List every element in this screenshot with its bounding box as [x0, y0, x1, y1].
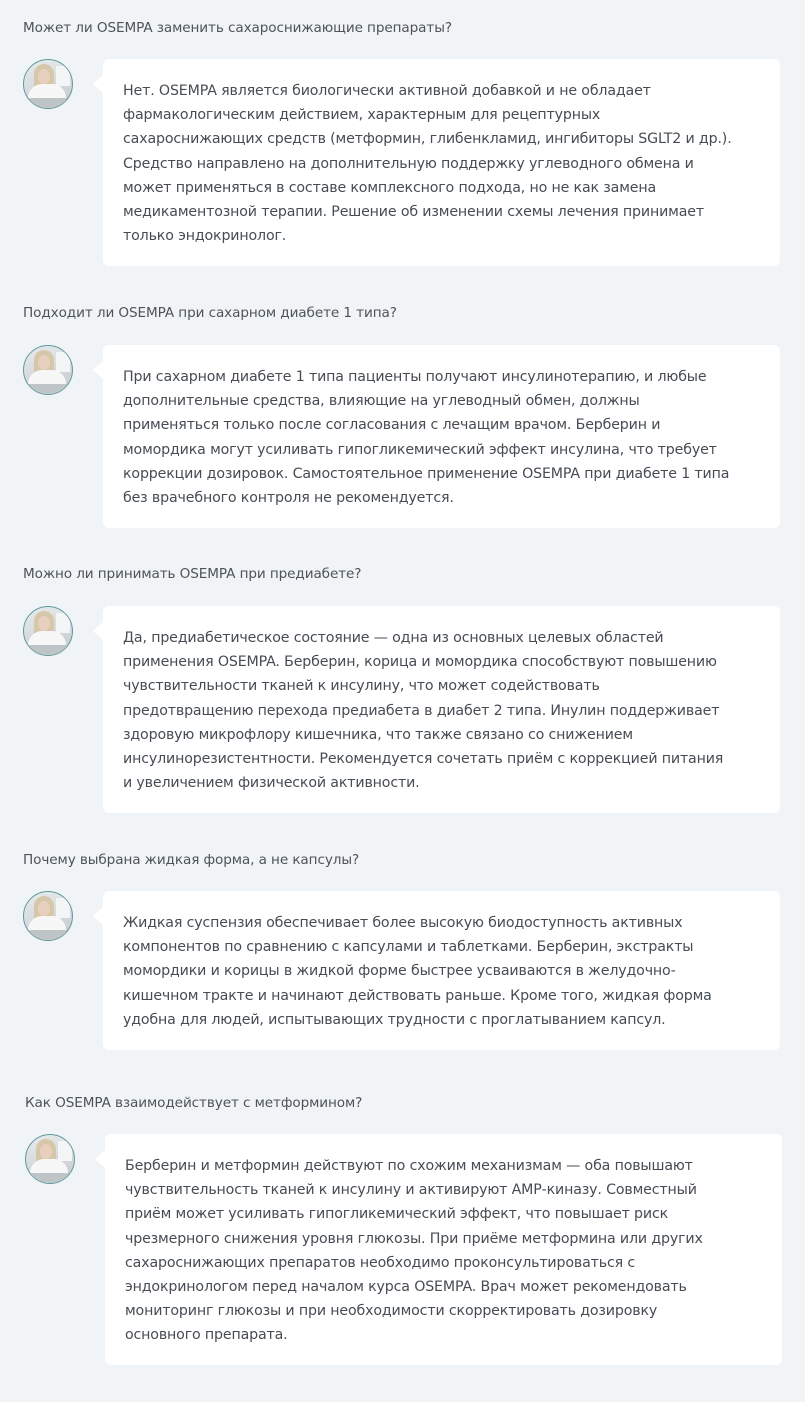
answer-bubble: [103, 891, 780, 1050]
doctor-avatar-icon: [25, 1134, 75, 1184]
faq-item: [25, 1093, 782, 1344]
faq-question: Подходит ли OSEMPA при сахарном диабете 1 типа?: [23, 305, 397, 321]
faq-item: [23, 850, 780, 1028]
faq-item: [23, 18, 780, 245]
answer-bubble: [103, 606, 780, 813]
faq-question: Почему выбрана жидкая форма, а не капсулы?: [23, 852, 360, 868]
faq-question: Может ли OSEMPA заменить сахароснижающие препараты?: [23, 20, 452, 36]
answer-bubble: [103, 59, 780, 266]
answer-text: Жидкая суспензия обеспечивает более высокую биодоступность активных компонентов по сравнению с капсулами и таблетками. Берберин, экстракты момордики и корицы в жидкой форме быстрее усваиваются в желудочно- кишечном тракте и начинают действовать раньше. Кроме того, жидкая форма удобна для людей, испытывающих трудности с проглатыванием капсул.: [123, 915, 712, 1028]
answer-text: Да, предиабетическое состояние — одна из основных целевых областей применения OSEMPA. Берберин, корица и момордика способствуют повышению чувствительности тканей к инсулину, что может содействовать предотвращению перехода предиабета в диабет 2 типа. Инулин поддерживает здоровую микрофлору кишечника, что также связано со снижением инсулинорезистентности. Рекомендуется сочетать приём с коррекцией питания и увеличением физической активности.: [123, 630, 724, 792]
faq-item: [23, 303, 780, 507]
doctor-avatar-icon: [23, 59, 73, 109]
answer-bubble: [103, 345, 780, 528]
doctor-avatar-icon: [23, 606, 73, 656]
answer-text: Берберин и метформин действуют по схожим механизмам — оба повышают чувствительность тканей к инсулину и активируют АМР-киназу. Совместный приём может усиливать гипогликемический эффект, что повышает риск чрезмерного снижения уровня глюкозы. При приёме метформина или других сахароснижающих препаратов необходимо проконсультироваться с эндокринологом перед началом курса OSEMPA. Врач может рекомендовать мониторинг глюкозы и при необходимости скорректировать дозировку основного препарата.: [125, 1158, 703, 1344]
answer-text: При сахарном диабете 1 типа пациенты получают инсулинотерапию, и любые дополнительные средства, влияющие на углеводный обмен, должны применяться только после согласования с лечащим врачом. Берберин и момордика могут усиливать гипогликемический эффект инсулина, что требует коррекции дозировок. Самостоятельное применение OSEMPA при диабете 1 типа без врачебного контроля не рекомендуется.: [123, 369, 730, 507]
doctor-avatar-icon: [23, 345, 73, 395]
answer-text: Нет. OSEMPA является биологически активной добавкой и не обладает фармакологическим действием, характерным для рецептурных сахароснижающих средств (метформин, глибенкламид, ингибиторы SGLT2 и др.). Средство направлено на дополнительную поддержку углеводного обмена и может применяться в составе комплексного подхода, но не как замена медикаментозной терапии. Решение об изменении схемы лечения принимает только эндокринолог.: [123, 83, 732, 245]
answer-bubble: [105, 1134, 782, 1365]
faq-question: Как OSEMPA взаимодействует с метформином?: [25, 1095, 363, 1111]
doctor-avatar-icon: [23, 891, 73, 941]
faq-question: Можно ли принимать OSEMPA при предиабете?: [23, 566, 362, 582]
faq-item: [23, 564, 780, 792]
